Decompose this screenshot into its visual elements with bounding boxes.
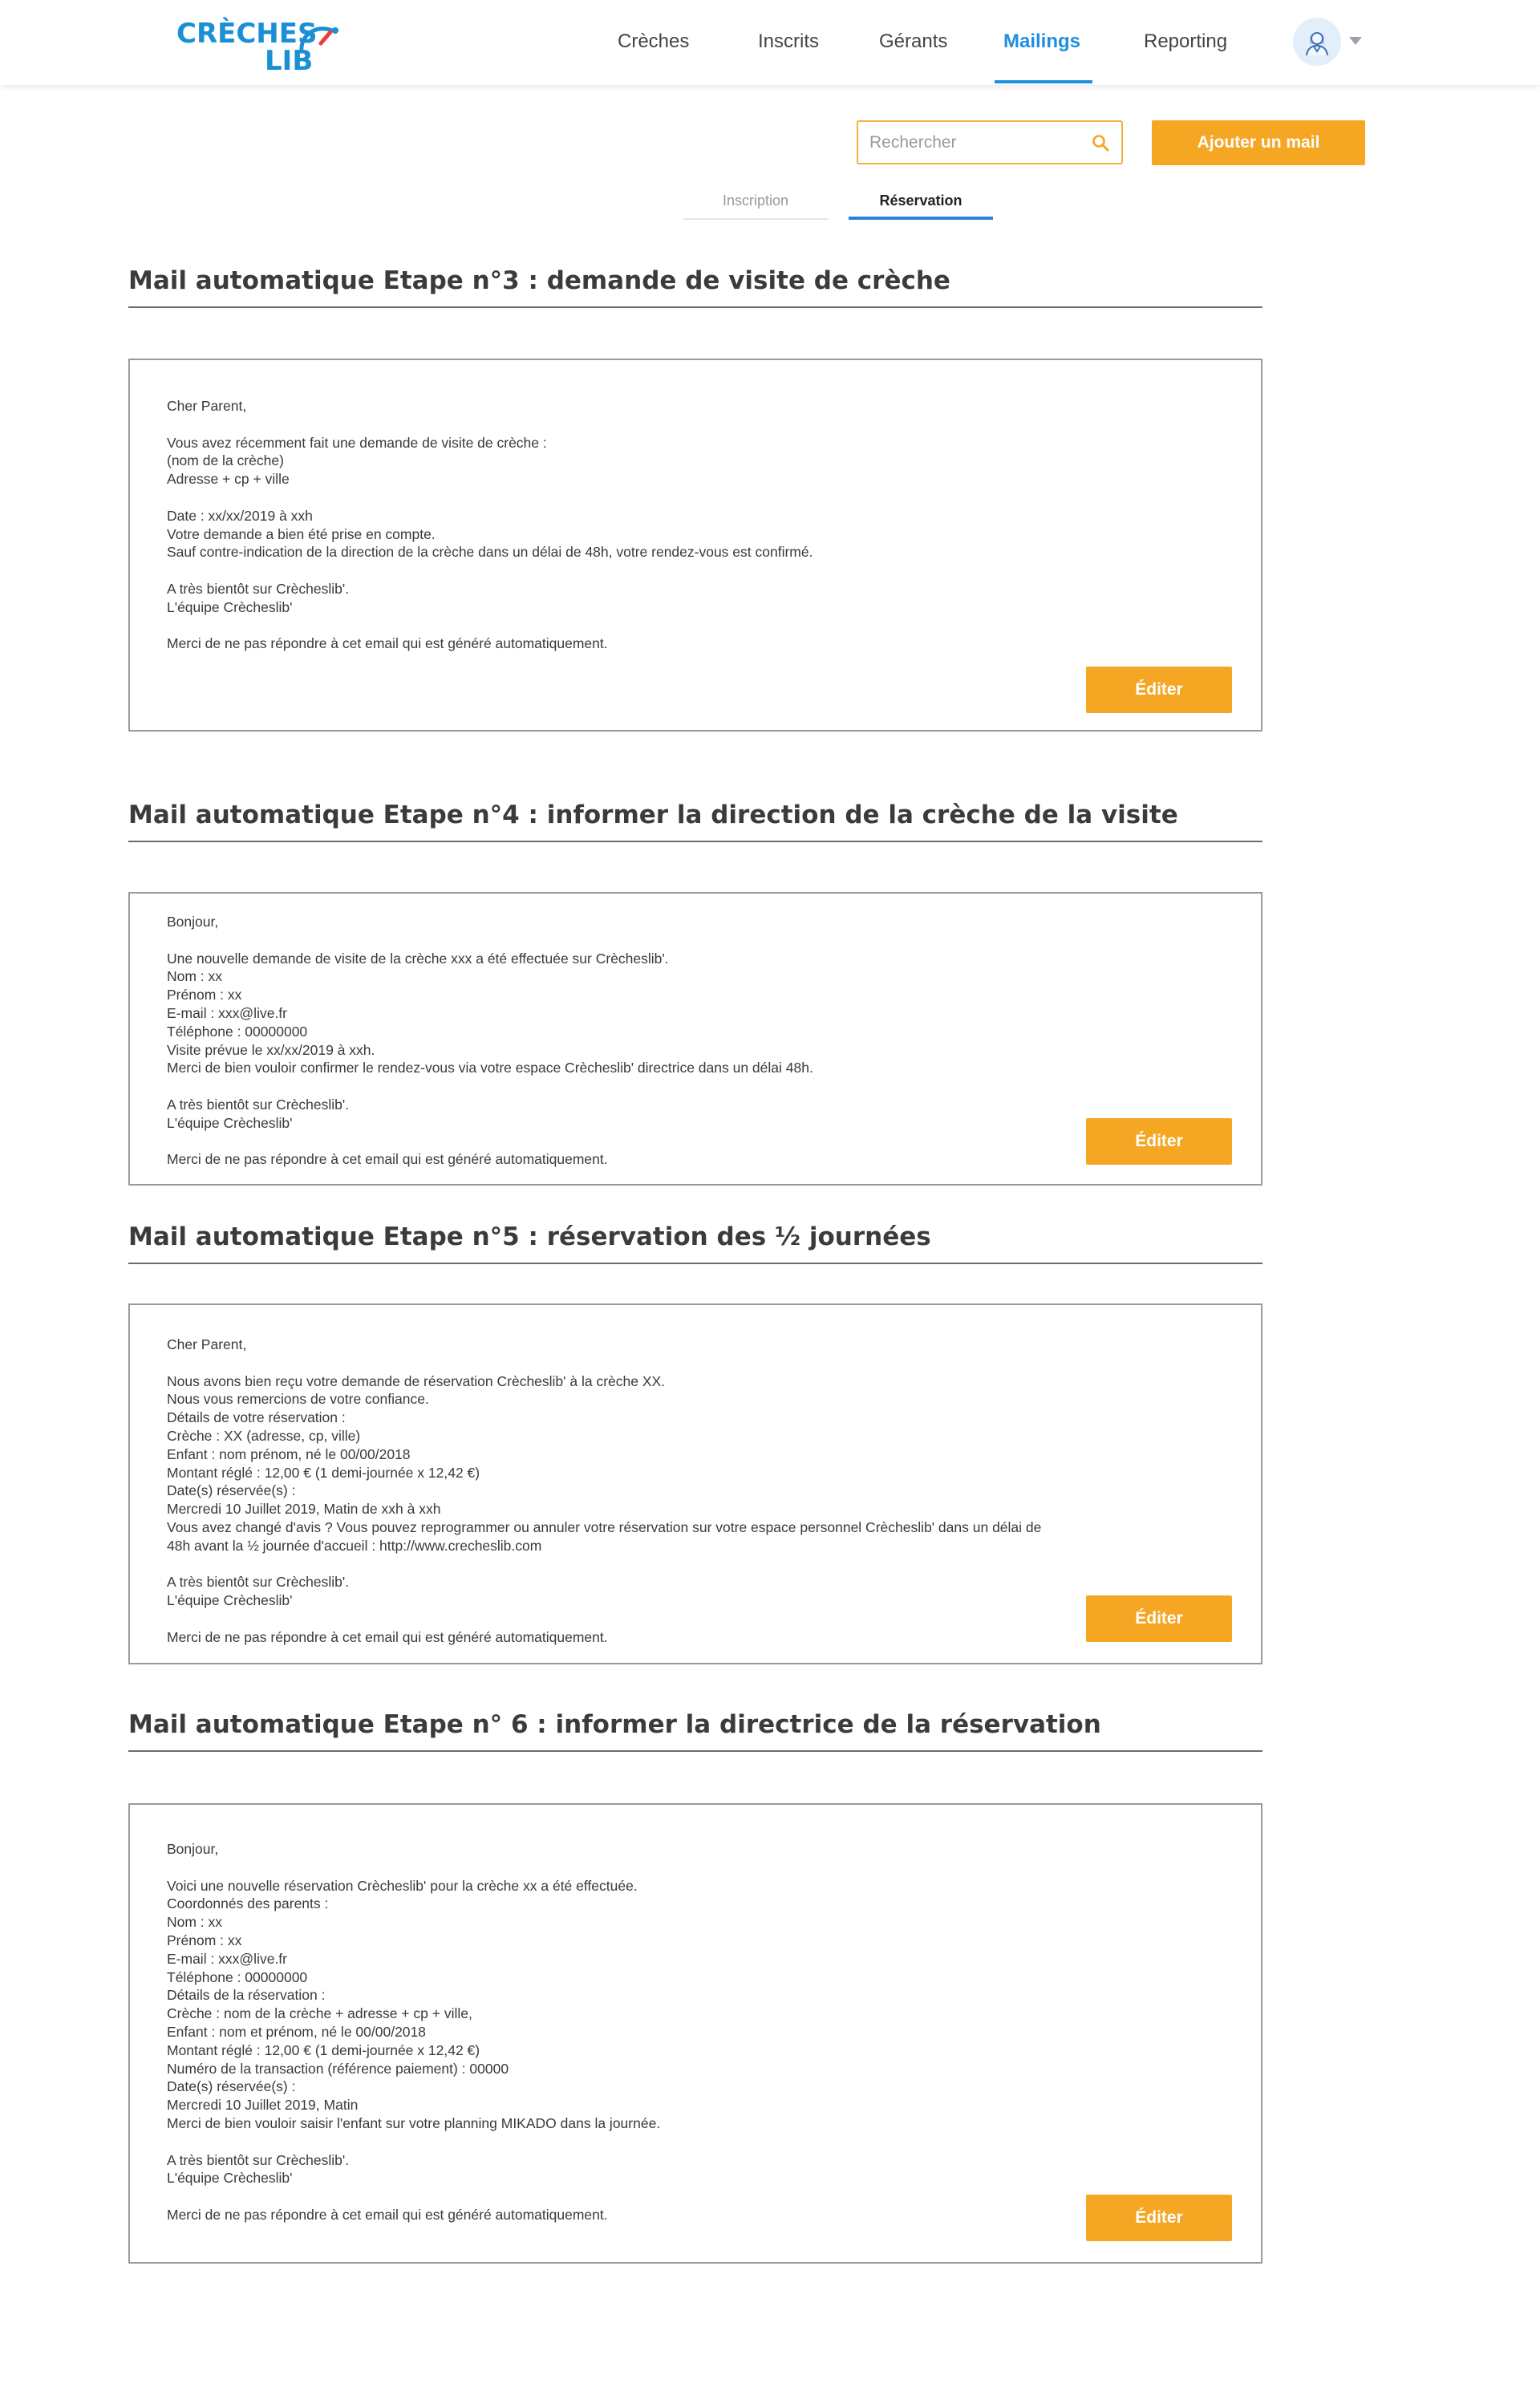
section-divider — [128, 306, 1262, 308]
search-icon[interactable] — [1091, 133, 1110, 156]
mail-line: Cher Parent, — [167, 1336, 247, 1352]
top-header — [0, 0, 1540, 85]
mail-line: Mercredi 10 Juillet 2019, Matin de xxh à xxh — [167, 1501, 441, 1518]
user-avatar[interactable] — [1293, 18, 1341, 66]
mail-line: L'équipe Crècheslib' — [167, 2170, 293, 2187]
mail-template-etape-6 — [128, 1803, 1262, 2264]
edit-button-etape-5[interactable]: Éditer — [1086, 1595, 1232, 1642]
section-title-etape-3: Mail automatique Etape n°3 : demande de visite de crèche — [128, 266, 950, 295]
logo-word-lib: LIB — [265, 45, 314, 77]
search-input[interactable] — [869, 130, 1086, 156]
mail-line: Date(s) réservée(s) : — [167, 1482, 296, 1499]
mail-line: Montant réglé : 12,00 € (1 demi-journée x 12,42 €) — [167, 1464, 480, 1481]
mail-line — [167, 1555, 1041, 1574]
mail-line: Une nouvelle demande de visite de la crèche xxx a été effectuée sur Crècheslib'. — [167, 950, 669, 967]
mail-line — [167, 1133, 813, 1151]
mail-line: Bonjour, — [167, 914, 219, 930]
nav-item-inscrits[interactable]: Inscrits — [758, 30, 820, 52]
mail-line: A très bientôt sur Crècheslib'. — [167, 1574, 350, 1591]
section-divider — [128, 841, 1262, 842]
mail-line: Vous avez changé d'avis ? Vous pouvez reprogrammer ou annuler votre réservation sur votre espace personnel Crècheslib' dans un délai de — [167, 1518, 1042, 1535]
mail-line: Vous avez récemment fait une demande de visite de crèche : — [167, 434, 547, 451]
mail-line — [167, 416, 813, 434]
edit-button-etape-3[interactable]: Éditer — [1086, 667, 1232, 713]
mail-line: Visite prévue le xx/xx/2019 à xxh. — [167, 1041, 375, 1058]
section-title-etape-4: Mail automatique Etape n°4 : informer la direction de la crèche de la visite — [128, 801, 1178, 829]
mail-line: A très bientôt sur Crècheslib'. — [167, 1096, 350, 1113]
mail-line: Coordonnés des parents : — [167, 1895, 329, 1912]
mail-line: Merci de bien vouloir saisir l'enfant sur votre planning MIKADO dans la journée. — [167, 2114, 661, 2131]
mail-line: Crèche : XX (adresse, cp, ville) — [167, 1427, 361, 1444]
logo-swoosh-icon — [297, 19, 342, 58]
mail-template-etape-4 — [128, 892, 1262, 1186]
section-divider — [128, 1750, 1262, 1752]
mail-line: Prénom : xx — [167, 1932, 242, 1948]
mail-line: L'équipe Crècheslib' — [167, 598, 293, 615]
mail-line: Votre demande a bien été prise en compte. — [167, 525, 436, 542]
mail-body — [167, 1336, 1041, 1647]
mail-line: Nom : xx — [167, 968, 223, 985]
mail-line — [167, 1077, 813, 1096]
mail-line — [167, 2133, 660, 2151]
mail-line: Date(s) réservée(s) : — [167, 2078, 296, 2095]
user-icon — [1303, 26, 1331, 57]
mail-line: A très bientôt sur Crècheslib'. — [167, 580, 350, 597]
mail-line: L'équipe Crècheslib' — [167, 1592, 293, 1609]
nav-active-indicator — [995, 80, 1092, 83]
mail-body — [167, 913, 813, 1169]
mail-line: Merci de ne pas répondre à cet email qui est généré automatiquement. — [167, 635, 608, 652]
nav-item-mailings[interactable]: Mailings — [1003, 30, 1081, 52]
mail-line — [167, 561, 813, 580]
section-title-etape-5: Mail automatique Etape n°5 : réservation des ½ journées — [128, 1222, 931, 1251]
mail-line: Téléphone : 00000000 — [167, 1023, 308, 1040]
mail-line: L'équipe Crècheslib' — [167, 1114, 293, 1131]
mail-line: Merci de ne pas répondre à cet email qui est généré automatiquement. — [167, 1151, 608, 1168]
search-box — [857, 120, 1123, 164]
mail-line: (nom de la crèche) — [167, 452, 284, 469]
mail-line: Merci de ne pas répondre à cet email qui est généré automatiquement. — [167, 1628, 608, 1645]
mail-line: Nous avons bien reçu votre demande de réservation Crècheslib' à la crèche XX. — [167, 1372, 666, 1389]
nav-item-gerants[interactable]: Gérants — [879, 30, 948, 52]
mail-line: Nous vous remercions de votre confiance. — [167, 1391, 429, 1408]
mail-line: Numéro de la transaction (référence paiement) : 00000 — [167, 2060, 509, 2077]
mail-body — [167, 397, 813, 653]
tab-reservation[interactable]: Réservation — [879, 193, 962, 209]
mail-line: Voici une nouvelle réservation Crècheslib' pour la crèche xx a été effectuée. — [167, 1877, 638, 1894]
add-mail-button[interactable]: Ajouter un mail — [1152, 120, 1365, 165]
mail-line: E-mail : xxx@live.fr — [167, 1004, 287, 1021]
mail-template-etape-5 — [128, 1303, 1262, 1664]
tab-inscription[interactable]: Inscription — [722, 193, 789, 209]
mail-line — [167, 489, 813, 507]
mail-line — [167, 617, 813, 635]
nav-item-reporting[interactable]: Reporting — [1144, 30, 1228, 52]
section-divider — [128, 1263, 1262, 1264]
mail-line: Nom : xx — [167, 1914, 223, 1931]
mail-line — [167, 1354, 1041, 1372]
mail-line: Téléphone : 00000000 — [167, 1968, 308, 1985]
mail-line — [167, 2187, 660, 2206]
mail-line: Enfant : nom prénom, né le 00/00/2018 — [167, 1445, 411, 1462]
mail-body — [167, 1840, 660, 2224]
mail-line: Merci de bien vouloir confirmer le rendez-vous via votre espace Crècheslib' directrice dans un délai 48h. — [167, 1060, 813, 1076]
mail-line — [167, 1859, 660, 1877]
mail-line: Merci de ne pas répondre à cet email qui est généré automatiquement. — [167, 2206, 608, 2223]
mail-line: 48h avant la ½ journée d'accueil : http://www.crecheslib.com — [167, 1537, 542, 1554]
mail-line — [167, 931, 813, 950]
mail-line: Crèche : nom de la crèche + adresse + cp + ville, — [167, 2005, 472, 2022]
mail-line: Détails de la réservation : — [167, 1987, 326, 2004]
mail-line: E-mail : xxx@live.fr — [167, 1950, 287, 1967]
tab-reservation-underline — [849, 217, 993, 220]
crecheslib-logo[interactable] — [176, 16, 337, 77]
section-title-etape-6: Mail automatique Etape n° 6 : informer la directrice de la réservation — [128, 1710, 1101, 1739]
logo-word-creches: CRÈCHES — [176, 18, 318, 50]
mail-line: Détails de votre réservation : — [167, 1409, 346, 1426]
mail-line: Adresse + cp + ville — [167, 471, 290, 488]
mail-template-etape-3 — [128, 359, 1262, 732]
tab-inscription-underline — [683, 218, 828, 220]
edit-button-etape-6[interactable]: Éditer — [1086, 2195, 1232, 2241]
mail-line: Date : xx/xx/2019 à xxh — [167, 507, 313, 524]
nav-item-creches[interactable]: Crèches — [618, 30, 690, 52]
edit-button-etape-4[interactable]: Éditer — [1086, 1118, 1232, 1165]
mail-line: Montant réglé : 12,00 € (1 demi-journée x 12,42 €) — [167, 2041, 480, 2058]
mail-line: Mercredi 10 Juillet 2019, Matin — [167, 2097, 359, 2114]
mail-line: A très bientôt sur Crècheslib'. — [167, 2151, 350, 2168]
mail-line: Enfant : nom et prénom, né le 00/00/2018 — [167, 2023, 426, 2040]
mail-line: Prénom : xx — [167, 987, 242, 1003]
chevron-down-icon[interactable] — [1349, 37, 1362, 45]
mail-line: Bonjour, — [167, 1841, 219, 1857]
mail-line: Cher Parent, — [167, 398, 247, 414]
mail-line — [167, 1610, 1041, 1628]
mail-line: Sauf contre-indication de la direction de la crèche dans un délai de 48h, votre rendez-vous est confirmé. — [167, 544, 813, 561]
